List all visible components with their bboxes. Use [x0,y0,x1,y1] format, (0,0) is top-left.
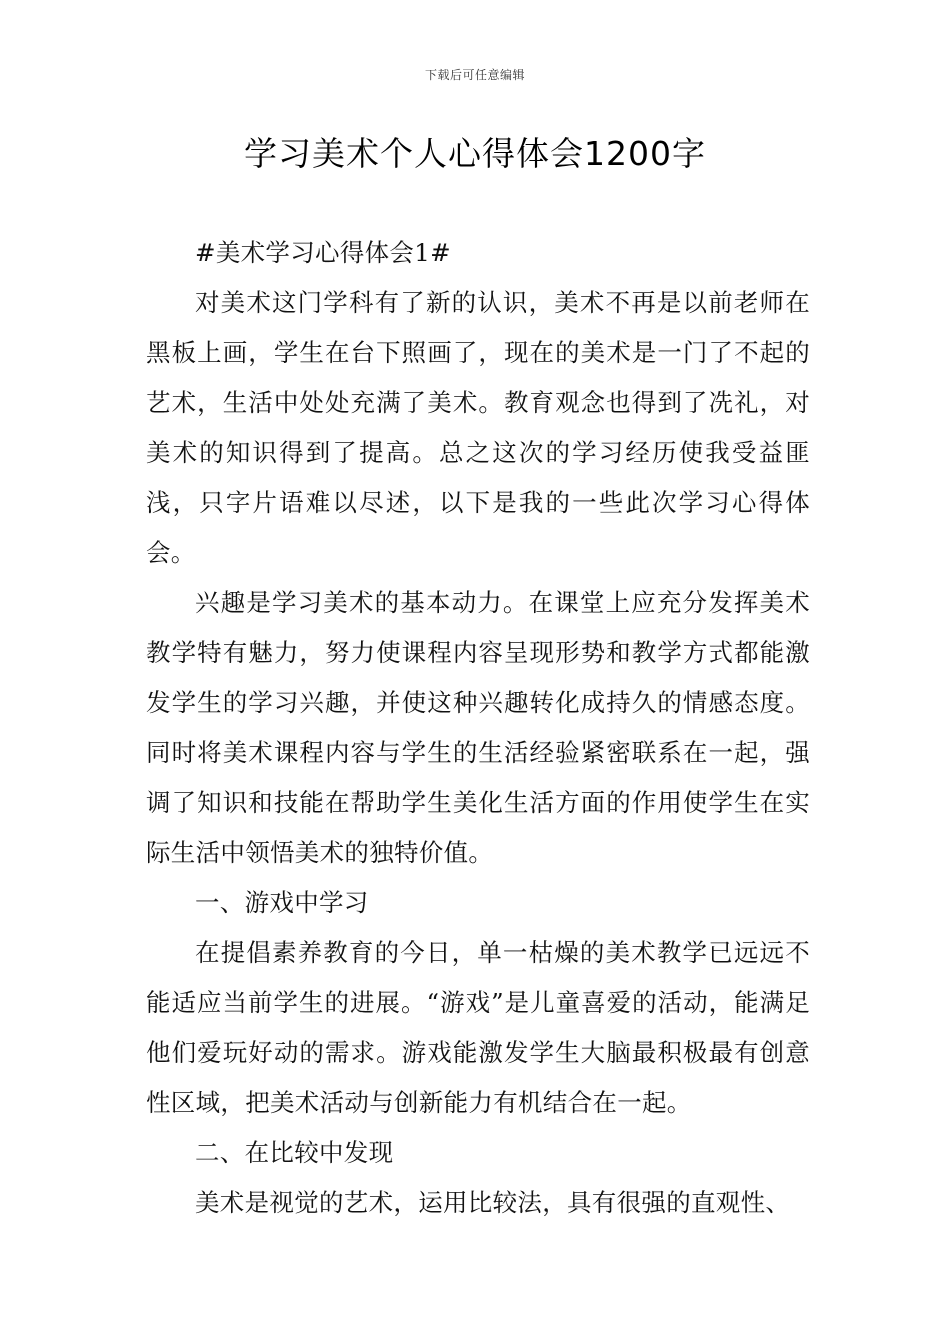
body-paragraph: 在提倡素养教育的今日，单一枯燥的美术教学已远远不能适应当前学生的进展。“游戏”是儿童喜爱的活动，能满足他们爱玩好动的需求。游戏能激发学生大脑最积极最有创意性区域，把美术活动与创新能力有机结合在一起。 [146,938,810,1117]
body-paragraph: 对美术这门学科有了新的认识，美术不再是以前老师在黑板上画，学生在台下照画了，现在的美术是一门了不起的艺术，生活中处处充满了美术。教育观念也得到了冼礼，对美术的知识得到了提高。总之这次的学习经历使我受益匪浅，只字片语难以尽述，以下是我的一些此次学习心得体会。 [146,288,810,567]
header-note: 下载后可任意编辑 [424,68,525,82]
body-paragraph: 兴趣是学习美术的基本动力。在课堂上应充分发挥美术教学特有魅力，努力使课程内容呈现形势和教学方式都能激发学生的学习兴趣，并使这种兴趣转化成持久的情感态度。同时将美术课程内容与学生的生活经验紧密联系在一起，强调了知识和技能在帮助学生美化生活方面的作用使学生在实际生活中领悟美术的独特价值。 [146,588,810,867]
section-subheading: #美术学习心得体会1# [195,238,451,267]
section-subheading: 一、游戏中学习 [195,888,369,917]
document-body [146,228,810,1228]
body-paragraph: 美术是视觉的艺术，运用比较法，具有很强的直观性、 [195,1188,791,1217]
section-subheading: 二、在比较中发现 [195,1138,394,1167]
document-title: 学习美术个人心得体会1200字 [244,134,706,173]
